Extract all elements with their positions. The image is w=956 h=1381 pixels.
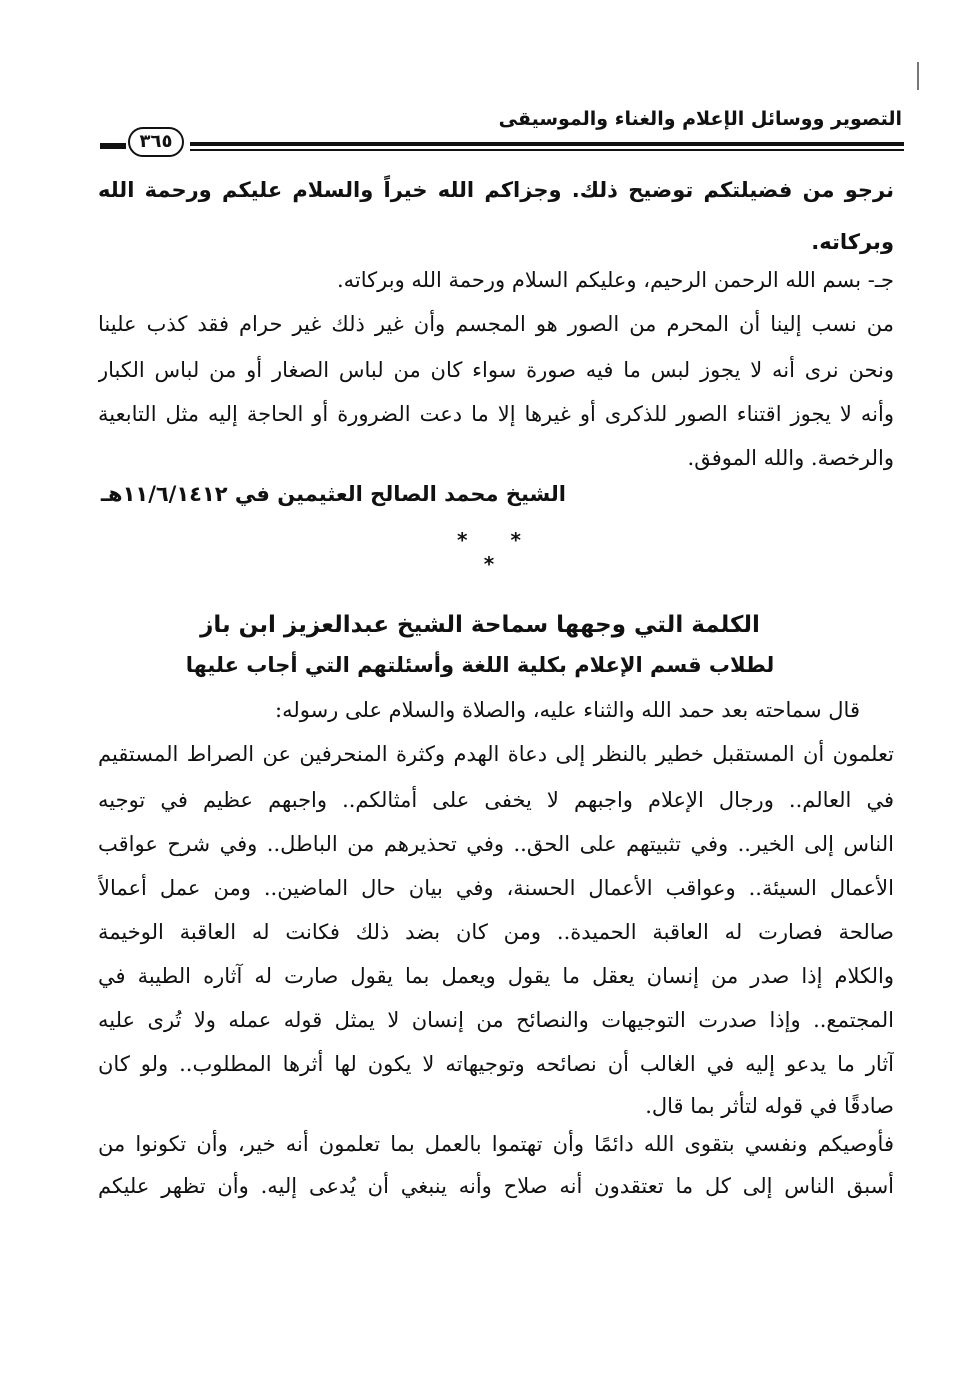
header-rule — [190, 142, 904, 146]
answer-line-5: والرخصة. والله الموفق. — [687, 446, 894, 470]
answer-line-4: وأنه لا يجوز اقتناء الصور للذكرى أو غيرها إلا ما دعت الضرورة أو الحاجة إليه مثل التابعية — [98, 402, 894, 426]
answer-line-1: جـ- بسم الله الرحمن الرحيم، وعليكم السلام ورحمة الله وبركاته. — [336, 268, 894, 292]
header-rule-left — [100, 143, 126, 149]
header-rule-thin — [190, 149, 904, 151]
margin-mark — [917, 62, 919, 90]
signature-line: الشيخ محمد الصالح العثيمين في ١١/٦/١٤١٢هـ — [100, 482, 566, 506]
section-separator: * * * — [457, 528, 539, 576]
body-line-6: صالحة فصارت له العاقبة الحميدة.. ومن كان بضد ذلك فكانت له العاقبة الوخيمة — [98, 920, 894, 944]
running-header: التصوير ووسائل الإعلام والغناء والموسيقى — [498, 108, 902, 130]
page-number: ٣٦٥ — [128, 127, 184, 157]
body-line-7: والكلام إذا صدر من إنسان يعقل ما يقول ويعمل بما يقول صارت له آثاره الطيبة في — [98, 964, 894, 988]
body-line-4: الناس إلى الخير.. وفي تثبيتهم على الحق.. وفي تحذيرهم من الباطل.. وفي شرح عواقب — [98, 832, 894, 856]
body-line-5: الأعمال السيئة.. وعواقب الأعمال الحسنة، وفي بيان حال الماضين.. ومن عمل أعمالاً — [98, 876, 894, 900]
question-line-1: نرجو من فضيلتكم توضيح ذلك. وجزاكم الله خيراً والسلام عليكم ورحمة الله — [98, 178, 894, 202]
body-line-9: آثار ما يدعو إليه في الغالب أن نصائحه وتوجيهاته لا يكون لها أثرها المطلوب.. ولو كان — [98, 1052, 894, 1076]
body-line-8: المجتمع.. وإذا صدرت التوجيهات والنصائح من إنسان لا يمثل قوله عمله ولا تُرى عليه — [98, 1008, 894, 1032]
body-line-2: تعلمون أن المستقبل خطير بالنظر إلى دعاة الهدم وكثرة المنحرفين عن الصراط المستقيم — [98, 742, 894, 766]
section-heading-line-2: لطلاب قسم الإعلام بكلية اللغة وأسئلتهم التي أجاب عليها — [185, 653, 775, 677]
body-line-12: أسبق الناس إلى كل ما تعتقدون أنه صلاح وأنه ينبغي أن يُدعى إليه. وأن تظهر عليكم — [98, 1174, 894, 1198]
answer-line-2: من نسب إلينا أن المحرم من الصور هو المجسم وأن غير ذلك غير حرام فقد كذب علينا — [98, 312, 894, 336]
body-line-11: فأوصيكم ونفسي بتقوى الله دائمًا وأن تهتموا بالعمل بما تعلمون أنه خير، وأن تكونوا من — [98, 1132, 894, 1156]
body-line-3: في العالم.. ورجال الإعلام واجبهم لا يخفى على أمثالكم.. واجبهم عظيم في توجيه — [98, 788, 894, 812]
body-line-1: قال سماحته بعد حمد الله والثناء عليه، والصلاة والسلام على رسوله: — [275, 698, 860, 722]
section-heading-line-1: الكلمة التي وجهها سماحة الشيخ عبدالعزيز ابن باز — [200, 612, 760, 638]
question-line-2: وبركاته. — [811, 230, 894, 254]
answer-line-3: ونحن نرى أنه لا يجوز لبس ما فيه صورة سواء كان من لباس الصغار أو من لباس الكبار — [98, 358, 894, 382]
body-line-10: صادقًا في قوله لتأثر بما قال. — [645, 1094, 894, 1118]
